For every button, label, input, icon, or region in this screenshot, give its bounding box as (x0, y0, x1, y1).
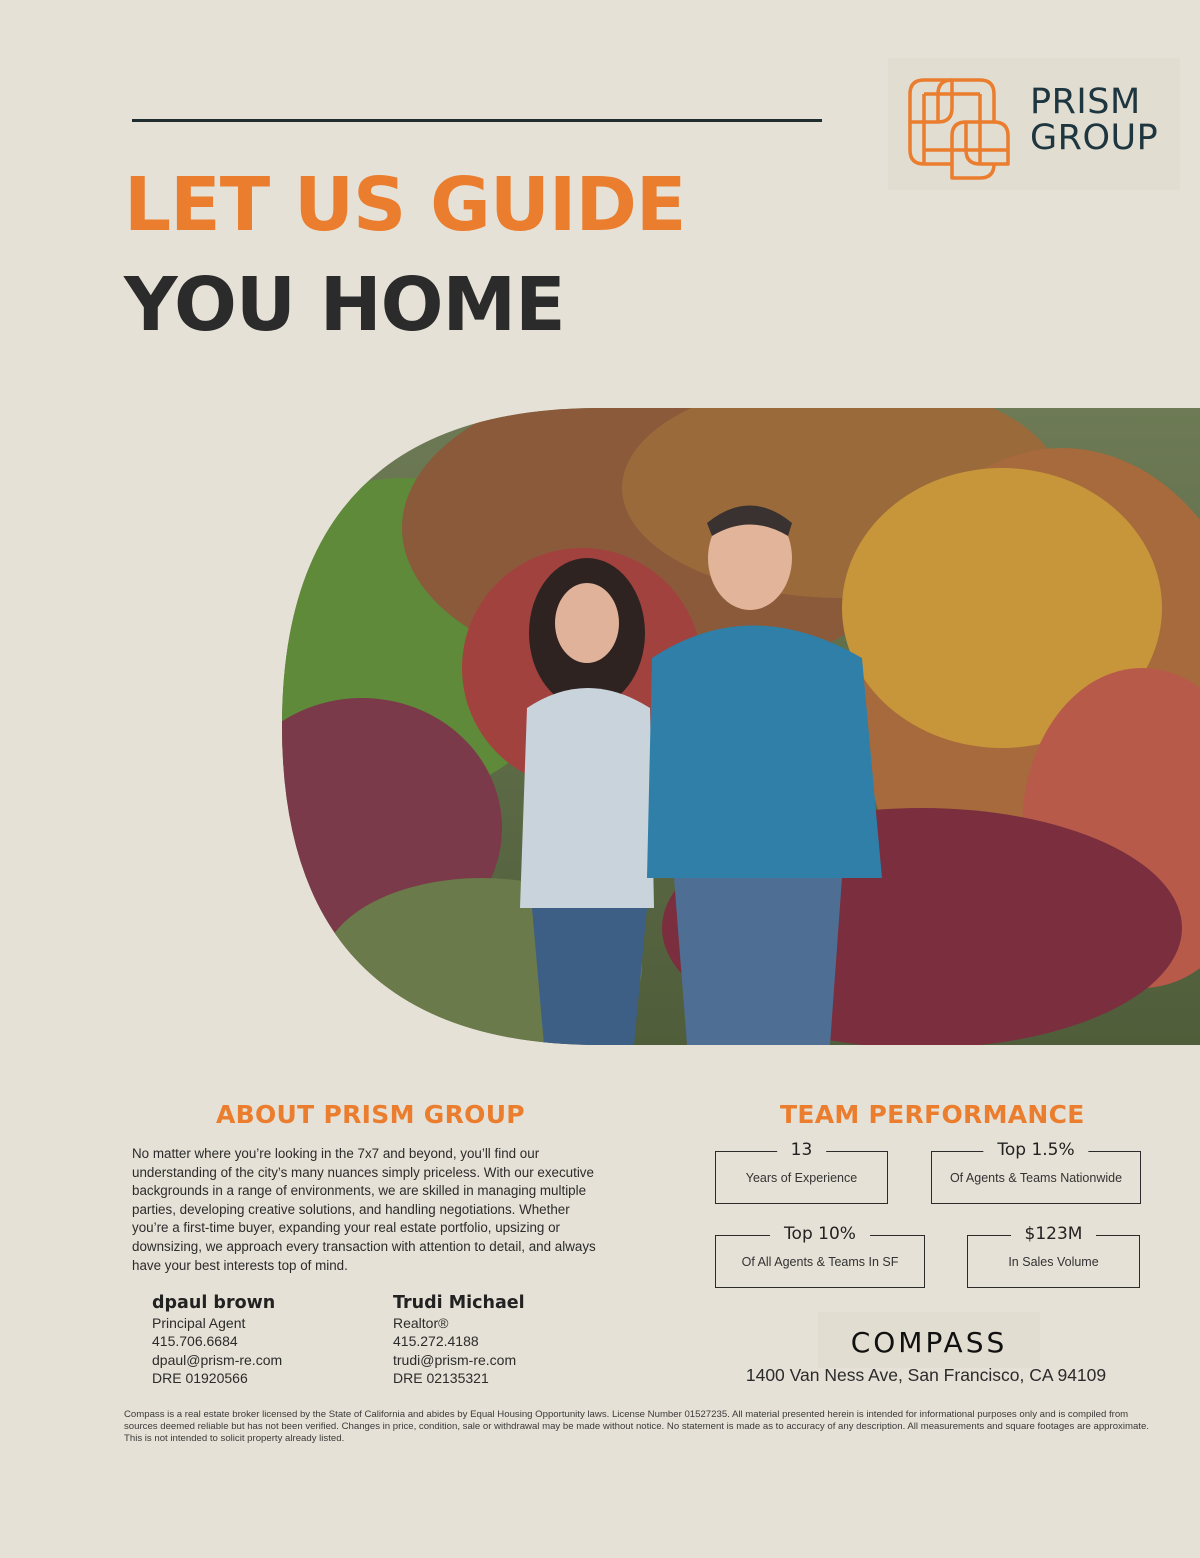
about-title: ABOUT PRISM GROUP (216, 1100, 525, 1129)
stat-value: Top 1.5% (983, 1138, 1088, 1162)
stat-top-nationwide (931, 1140, 1141, 1204)
agent-license: DRE 01920566 (152, 1369, 248, 1386)
logo-text-group: GROUP (1030, 118, 1159, 158)
stat-value: Top 10% (770, 1222, 870, 1246)
headline-line-1: LET US GUIDE (124, 162, 686, 248)
agent-name: dpaul brown (152, 1293, 276, 1313)
top-divider (132, 119, 822, 122)
prism-group-logo-icon (896, 66, 1024, 186)
stat-label: Of All Agents & Teams In SF (741, 1255, 899, 1269)
agent-title: Realtor® (393, 1315, 449, 1332)
stat-label: Years of Experience (745, 1171, 858, 1185)
agent-card-dpaul (152, 1294, 282, 1387)
compass-logo (818, 1312, 1040, 1368)
stat-value: 13 (777, 1138, 827, 1162)
stat-label: Of Agents & Teams Nationwide (949, 1171, 1123, 1185)
legal-disclaimer: Compass is a real estate broker licensed by the State of California and abides by Equal Housing Opportunity laws. License Number 01527235. All material presented herein is intended for informational purposes only and is compiled from sources deemed reliable but has not been verified. Changes in price, condition, sale or withdrawal may be made without notice. No statement is made as to accuracy of any description. All measurements and square footages are approximate. This is not intended to solicit property already listed. (124, 1409, 1149, 1444)
about-body: No matter where you’re looking in the 7x7 and beyond, you’ll find our understanding of the city’s many nuances simply priceless. With our executive backgrounds in a range of environments, we are skilled in managing multiple parties, developing creative solutions, and handling negotiations. Whether you’re a first-time buyer, expanding your real estate portfolio, upsizing or downsizing, we approach every transaction with attention to detail, and always have your best interests top of mind. (132, 1146, 596, 1273)
agent-name: Trudi Michael (393, 1293, 525, 1313)
stat-years-experience (715, 1140, 888, 1204)
agent-phone[interactable]: 415.706.6684 (152, 1333, 238, 1350)
stat-top-sf (715, 1224, 925, 1288)
team-photo (282, 408, 1200, 1045)
compass-wordmark: COMPASS (850, 1326, 1008, 1359)
agent-email[interactable]: dpaul@prism-re.com (152, 1351, 283, 1368)
stat-label: In Sales Volume (1008, 1255, 1099, 1269)
agent-phone[interactable]: 415.272.4188 (393, 1333, 479, 1350)
team-performance-title: TEAM PERFORMANCE (780, 1100, 1085, 1129)
agent-email[interactable]: trudi@prism-re.com (393, 1351, 517, 1368)
agent-license: DRE 02135321 (393, 1369, 489, 1386)
stat-value: $123M (1011, 1222, 1097, 1246)
agent-title: Principal Agent (152, 1315, 246, 1332)
agent-card-trudi (393, 1294, 525, 1387)
logo-text-prism: PRISM (1030, 82, 1141, 122)
stat-sales-volume (967, 1224, 1140, 1288)
brokerage-address: 1400 Van Ness Ave, San Francisco, CA 94109 (745, 1365, 1107, 1385)
prism-group-logo (888, 58, 1180, 190)
headline-line-2: YOU HOME (124, 262, 565, 348)
